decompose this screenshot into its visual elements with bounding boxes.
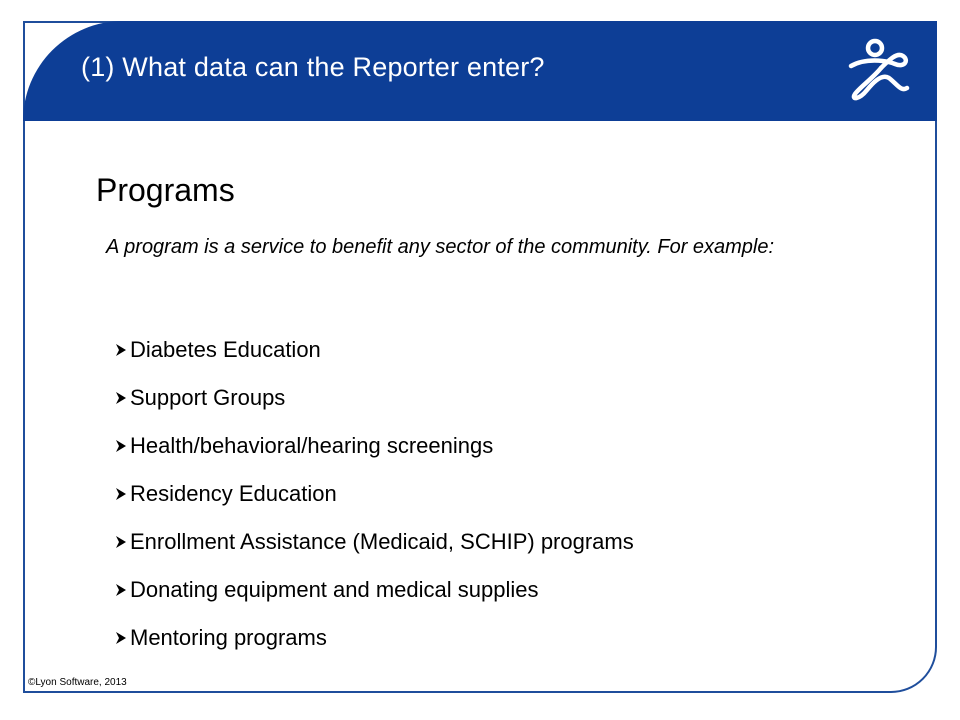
list-item [114, 518, 634, 566]
arrow-right-icon [114, 630, 128, 646]
list-item [114, 422, 634, 470]
stick-figure-logo-icon [845, 38, 915, 102]
arrow-right-icon [114, 486, 128, 502]
arrow-right-icon [114, 438, 128, 454]
arrow-right-icon [114, 342, 128, 358]
list-item-label: Support Groups [130, 385, 286, 410]
list-item-label: Enrollment Assistance (Medicaid, SCHIP) programs [130, 529, 634, 554]
copyright-notice: ©Lyon Software, 2013 [28, 677, 127, 688]
list-item-label: Health/behavioral/hearing screenings [130, 433, 494, 458]
arrow-right-icon [114, 582, 128, 598]
arrow-right-icon [114, 534, 128, 550]
list-item-label: Donating equipment and medical supplies [130, 577, 539, 602]
list-item-label: Diabetes Education [130, 337, 321, 362]
list-item [114, 374, 634, 422]
list-item [114, 326, 634, 374]
arrow-right-icon [114, 390, 128, 406]
list-item [114, 470, 634, 518]
section-heading: Programs [96, 172, 235, 208]
program-list [114, 326, 634, 662]
list-item [114, 614, 634, 662]
list-item-label: Residency Education [130, 481, 337, 506]
list-item-label: Mentoring programs [130, 625, 327, 650]
intro-text: A program is a service to benefit any sector of the community. For example: [106, 236, 775, 258]
slide-title: (1) What data can the Reporter enter? [81, 52, 545, 82]
list-item [114, 566, 634, 614]
